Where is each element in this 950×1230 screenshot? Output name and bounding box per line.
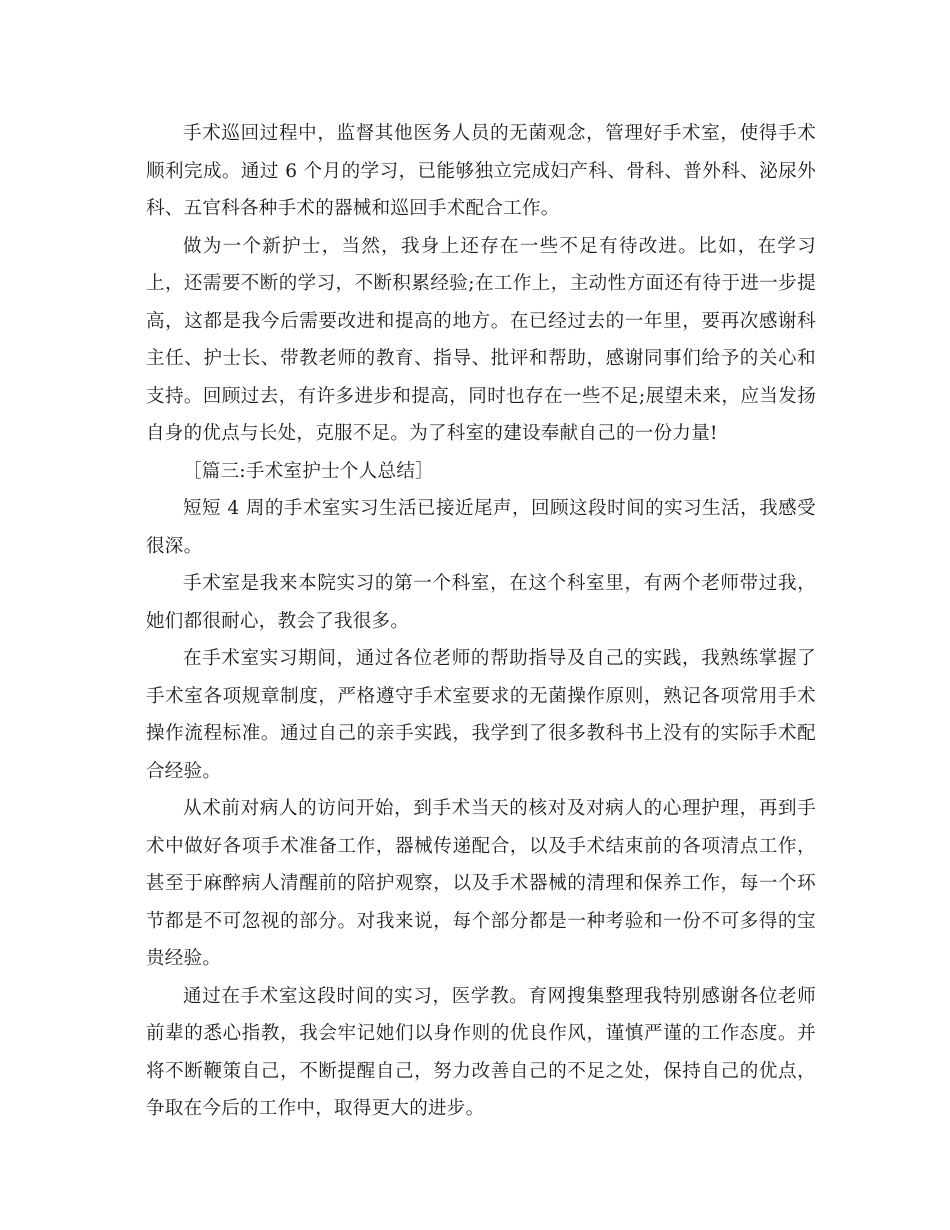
paragraph-7: 通过在手术室这段时间的实习，医学教。育网搜集整理我特别感谢各位老师前辈的悉心指教，我会牢记她们以身作则的优良作风，谨慎严谨的工作态度。并将不断鞭策自己，不断提醒自己，努力改善自己的不足之处，保持自己的优点，争取在今后的工作中，取得更大的进步。 (146, 985, 816, 1119)
document-body (146, 115, 816, 1128)
paragraph-5: 在手术室实习期间，通过各位老师的帮助指导及自己的实践，我熟练掌握了手术室各项规章制度，严格遵守手术室要求的无菌操作原则，熟记各项常用手术操作流程标准。通过自己的亲手实践，我学到了很多教科书上没有的实际手术配合经验。 (146, 648, 816, 782)
paragraph-1: 手术巡回过程中，监督其他医务人员的无菌观念，管理好手术室，使得手术顺利完成。通过 6 个月的学习，已能够独立完成妇产科、骨科、普外科、泌尿外科、五官科各种手术的器械和巡回手术配合工作。 (146, 123, 816, 219)
paragraph-3: 短短 4 周的手术室实习生活已接近尾声，回顾这段时间的实习生活，我感受很深。 (146, 498, 816, 557)
section-heading: ［篇三:手术室护士个人总结］ (183, 460, 434, 482)
paragraph-4: 手术室是我来本院实习的第一个科室，在这个科室里，有两个老师带过我，她们都很耐心，教会了我很多。 (146, 573, 816, 632)
paragraph-6: 从术前对病人的访问开始，到手术当天的核对及对病人的心理护理，再到手术中做好各项手术准备工作，器械传递配合，以及手术结束前的各项清点工作，甚至于麻醉病人清醒前的陪护观察，以及手术器械的清理和保养工作，每一个环节都是不可忽视的部分。对我来说，每个部分都是一种考验和一份不可多得的宝贵经验。 (146, 798, 816, 969)
paragraph-2: 做为一个新护士，当然，我身上还存在一些不足有待改进。比如，在学习上，还需要不断的学习，不断积累经验;在工作上，主动性方面还有待于进一步提高，这都是我今后需要改进和提高的地方。在已经过去的一年里，要再次感谢科主任、护士长、带教老师的教育、指导、批评和帮助，感谢同事们给予的关心和支持。回顾过去，有许多进步和提高，同时也存在一些不足;展望未来，应当发扬自身的优点与长处，克服不足。为了科室的建设奉献自己的一份力量! (146, 235, 816, 444)
